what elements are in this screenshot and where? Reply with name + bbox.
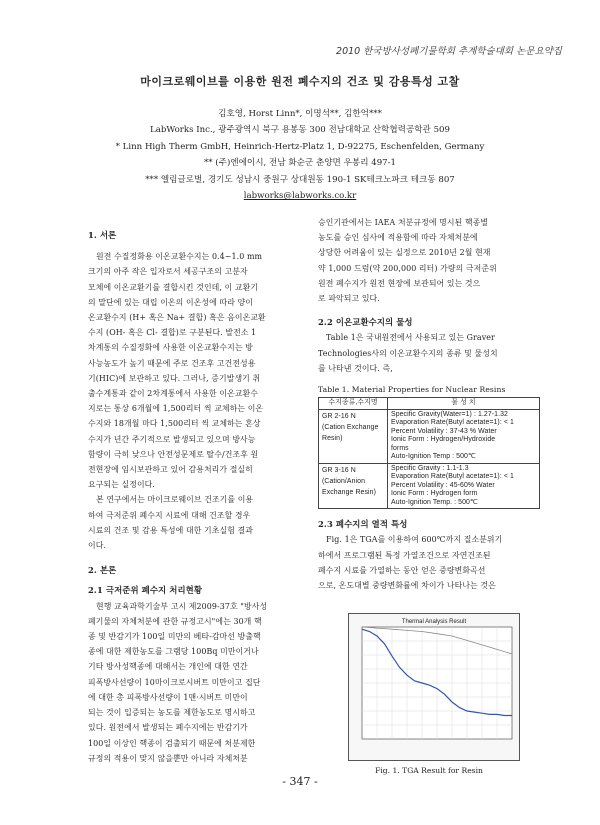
left-column	[88, 228, 311, 766]
journal-header: 2010 한국방사성폐기물학회 추계학술대회 논문요약집	[336, 46, 562, 57]
text-line: 규정의 적용이 맞지 않을뿐만 아니라 자체처분	[88, 753, 248, 763]
text-line: 출수계통과 같이 2차계통에서 사용한 이온교환수	[88, 389, 259, 399]
section-heading: 2. 본론	[88, 565, 117, 576]
property-line: Auto-Ignition Temp : 500℃	[391, 453, 476, 461]
paragraph	[88, 492, 311, 553]
text-line: 하여 극저준위 폐수지 시료에 대해 건조할 경우	[88, 510, 251, 520]
table-cell	[319, 463, 388, 509]
properties-table	[318, 397, 540, 509]
text-line: 크기의 아주 작은 입자로서 세공구조의 고분자	[88, 267, 248, 277]
text-line: 수지와 18개월 마다 1,500리터 씩 교체하는 혼상	[88, 419, 261, 429]
chart-title: Thermal Analysis Result	[401, 619, 467, 625]
subsection-heading: 2.3 폐수지의 열적 특성	[318, 519, 408, 530]
paragraph	[318, 532, 540, 593]
text-line: 농도를 승인 심사에 적용함에 따라 자체처분에	[318, 233, 478, 243]
section-heading: 1. 서론	[88, 230, 117, 240]
table-header-cell: 물 성 치	[388, 398, 540, 410]
text-line: 하에서 프로그램된 특정 가열조건으로 자연건조된	[318, 550, 491, 560]
affiliation-line: ** (주)엔에이시, 전남 화순군 춘양면 우봉리 497-1	[203, 158, 397, 169]
text-line: 모체에 이온교환기를 결합시킨 것인데, 이 교환기	[88, 282, 259, 292]
property-line: Evaporation Rate(Butyl acetate=1): < 1	[391, 419, 514, 427]
text-line: 100일 이상인 핵종이 검출되기 때문에 처분제한	[88, 738, 256, 748]
text-line: Fig. 1은 TGA를 이용하여 600℃까지 질소분위기	[326, 535, 503, 545]
text-line: 으로, 온도대별 중량변화률에 차이가 나타나는 것은	[318, 581, 496, 591]
table-row	[319, 463, 540, 509]
text-line: 되는 것이 입증되는 농도를 제한농도로 명시하고	[88, 708, 256, 718]
table-header-cell: 수지종류,수지명	[319, 398, 388, 410]
resin-name: GR 2-16 N	[322, 412, 356, 420]
text-line: 에 대한 총 피폭방사선량이 1맨·시버트 미만이	[88, 692, 248, 702]
text-line: 종에 대한 제한농도를 그램당 100Bq 미만이거나	[88, 647, 259, 657]
subsection-heading: 2.1 극저준위 폐수지 처리현황	[88, 585, 203, 596]
property-line: Ionic Form : Hydrogen/Hydroxide	[391, 436, 496, 444]
text-line: 차계통의 수질정화에 사용한 이온교환수지는 방	[88, 343, 253, 353]
text-line: 의 말단에 있는 대립 이온의 이온성에 따라 양이	[88, 297, 253, 307]
figure-caption: Fig. 1. TGA Result for Resin	[375, 766, 483, 775]
text-line: 온교환수지 (H+ 혹은 Na+ 결합) 혹은 음이온교환	[88, 313, 266, 323]
email-link[interactable]: labworks@labworks.co.kr	[243, 191, 357, 202]
affiliation-line: LabWorks Inc., 광주광역시 북구 용봉동 300 전남대학교 산학협력공학관 509	[150, 125, 450, 136]
paragraph	[318, 330, 540, 376]
text-line: Technologies사의 이온교환수지의 종류 및 물성치	[318, 348, 498, 358]
text-line: Table 1은 국내원전에서 사용되고 있는 Graver	[326, 333, 495, 343]
text-line: 종 및 반감기가 100일 미만의 베타-감마선 방출핵	[88, 632, 261, 642]
text-line: 로 파악되고 있다.	[318, 294, 380, 304]
text-line: 폐기물의 자체처분에 관한 규정고시"에는 30개 핵	[88, 616, 262, 626]
resin-type: Exchange Resin)	[322, 488, 376, 496]
property-line: Evaporation Rate(Butyl acetate=1): < 1	[391, 473, 514, 481]
right-column	[318, 215, 540, 593]
text-line: 상당한 어려움이 있는 실정으로 2010년 2월 현재	[318, 248, 491, 258]
subsection-heading: 2.2 이온교환수지의 물성	[318, 317, 413, 328]
author-block	[0, 106, 600, 204]
table-header-row	[319, 398, 540, 410]
text-line: 있다. 원전에서 발생되는 폐수지에는 반감기가	[88, 723, 248, 733]
paragraph	[88, 249, 311, 492]
table-caption: Table 1. Material Properties for Nuclear Resins	[318, 385, 506, 395]
text-line: 기(HIC)에 보관하고 있다. 그러나, 증기발생기 취	[88, 373, 261, 383]
resin-type: (Cation Exchange	[322, 423, 379, 431]
text-line: 승인기관에서는 IAEA 처분규정에 명시된 핵종별	[318, 218, 489, 227]
text-line: 본 연구에서는 마이크로웨이브 건조기를 이용	[96, 495, 254, 505]
resin-type: (Cation/Anion	[322, 477, 366, 485]
text-line: 요구되는 실정이다.	[88, 480, 155, 490]
property-line: Auto-Ignition Temp. : 500℃	[391, 498, 478, 506]
table-cell	[388, 409, 540, 463]
paragraph	[318, 215, 540, 306]
property-line: Specific Gravity(Water=1) : 1.27-1.32	[391, 410, 508, 418]
text-line: 수지 (OH- 혹은 Cl- 결합)로 구분된다. 발전소 1	[88, 328, 257, 338]
affiliation-line: * Linn High Therm GmbH, Heinrich-Hertz-Platz 1, D-92275, Eschenfelden, Germany	[115, 141, 485, 152]
resin-name: GR 3-16 N	[322, 466, 356, 474]
affiliation-line: *** 엘림글로벌, 경기도 성남시 중원구 상대원동 190-1 SK테크노파크 테크동 807	[145, 174, 455, 185]
text-line: 기타 방사성핵종에 대해서는 개인에 대한 연간	[88, 662, 248, 672]
table-cell	[388, 463, 540, 509]
text-line: 를 나타낸 것이다. 즉,	[318, 363, 393, 373]
text-line: 전현장에 임시보관하고 있어 감용처리가 절실히	[88, 465, 253, 475]
paragraph	[88, 599, 311, 766]
text-line: 원전 수질정화용 이온교환수지는 0.4~1.0 mm	[96, 252, 263, 262]
property-line: Percent Volatility : 37-43 % Water	[391, 427, 497, 435]
text-line: 피폭방사선량이 10마이크로시버트 미만이고 집단	[88, 677, 261, 687]
text-line: 원전 폐수지가 원전 현장에 보관되어 있는 것으	[318, 278, 481, 288]
text-line: 함량이 극히 낮으나 안전성문제로 탈수/건조후 원	[88, 449, 259, 459]
text-line: 약 1,000 드럼(약 200,000 리터) 가량의 극저준위	[318, 263, 497, 273]
table-cell	[319, 409, 388, 463]
property-line: Specific Gravity : 1.1-1.3	[391, 464, 469, 472]
property-line: forms	[391, 444, 409, 452]
tga-chart	[348, 613, 520, 761]
text-line: 수지가 년간 주기적으로 발생되고 있으며 방사능	[88, 434, 256, 444]
resin-type: Resin)	[322, 434, 343, 442]
text-line: 이다.	[88, 541, 107, 551]
property-line: Percent Volatility : 45-60% Water	[391, 481, 495, 489]
text-line: 사능농도가 높기 때문에 주로 건조후 고건전성용	[88, 358, 256, 368]
paper-title: 마이크로웨이브를 이용한 원전 폐수지의 건조 및 감용특성 고찰	[140, 75, 460, 88]
property-line: Ionic Form : Hydrogen form	[391, 490, 478, 498]
table-row	[319, 409, 540, 463]
text-line: 시료의 건조 및 감용 특성에 대한 기초실험 결과	[88, 525, 253, 535]
page-number: - 347 -	[282, 775, 318, 788]
text-line: 지로는 통상 6개월에 1,500리터 씩 교체하는 이온	[88, 404, 264, 414]
authors: 김호영, Horst Linn*, 이명석**, 김한억***	[218, 109, 382, 119]
text-line: 폐수지 시료를 가열하는 동안 얻은 중량변화곡선	[318, 565, 486, 575]
text-line: 현행 교육과학기술부 고시 제2009-37호 "방사성	[96, 601, 268, 611]
